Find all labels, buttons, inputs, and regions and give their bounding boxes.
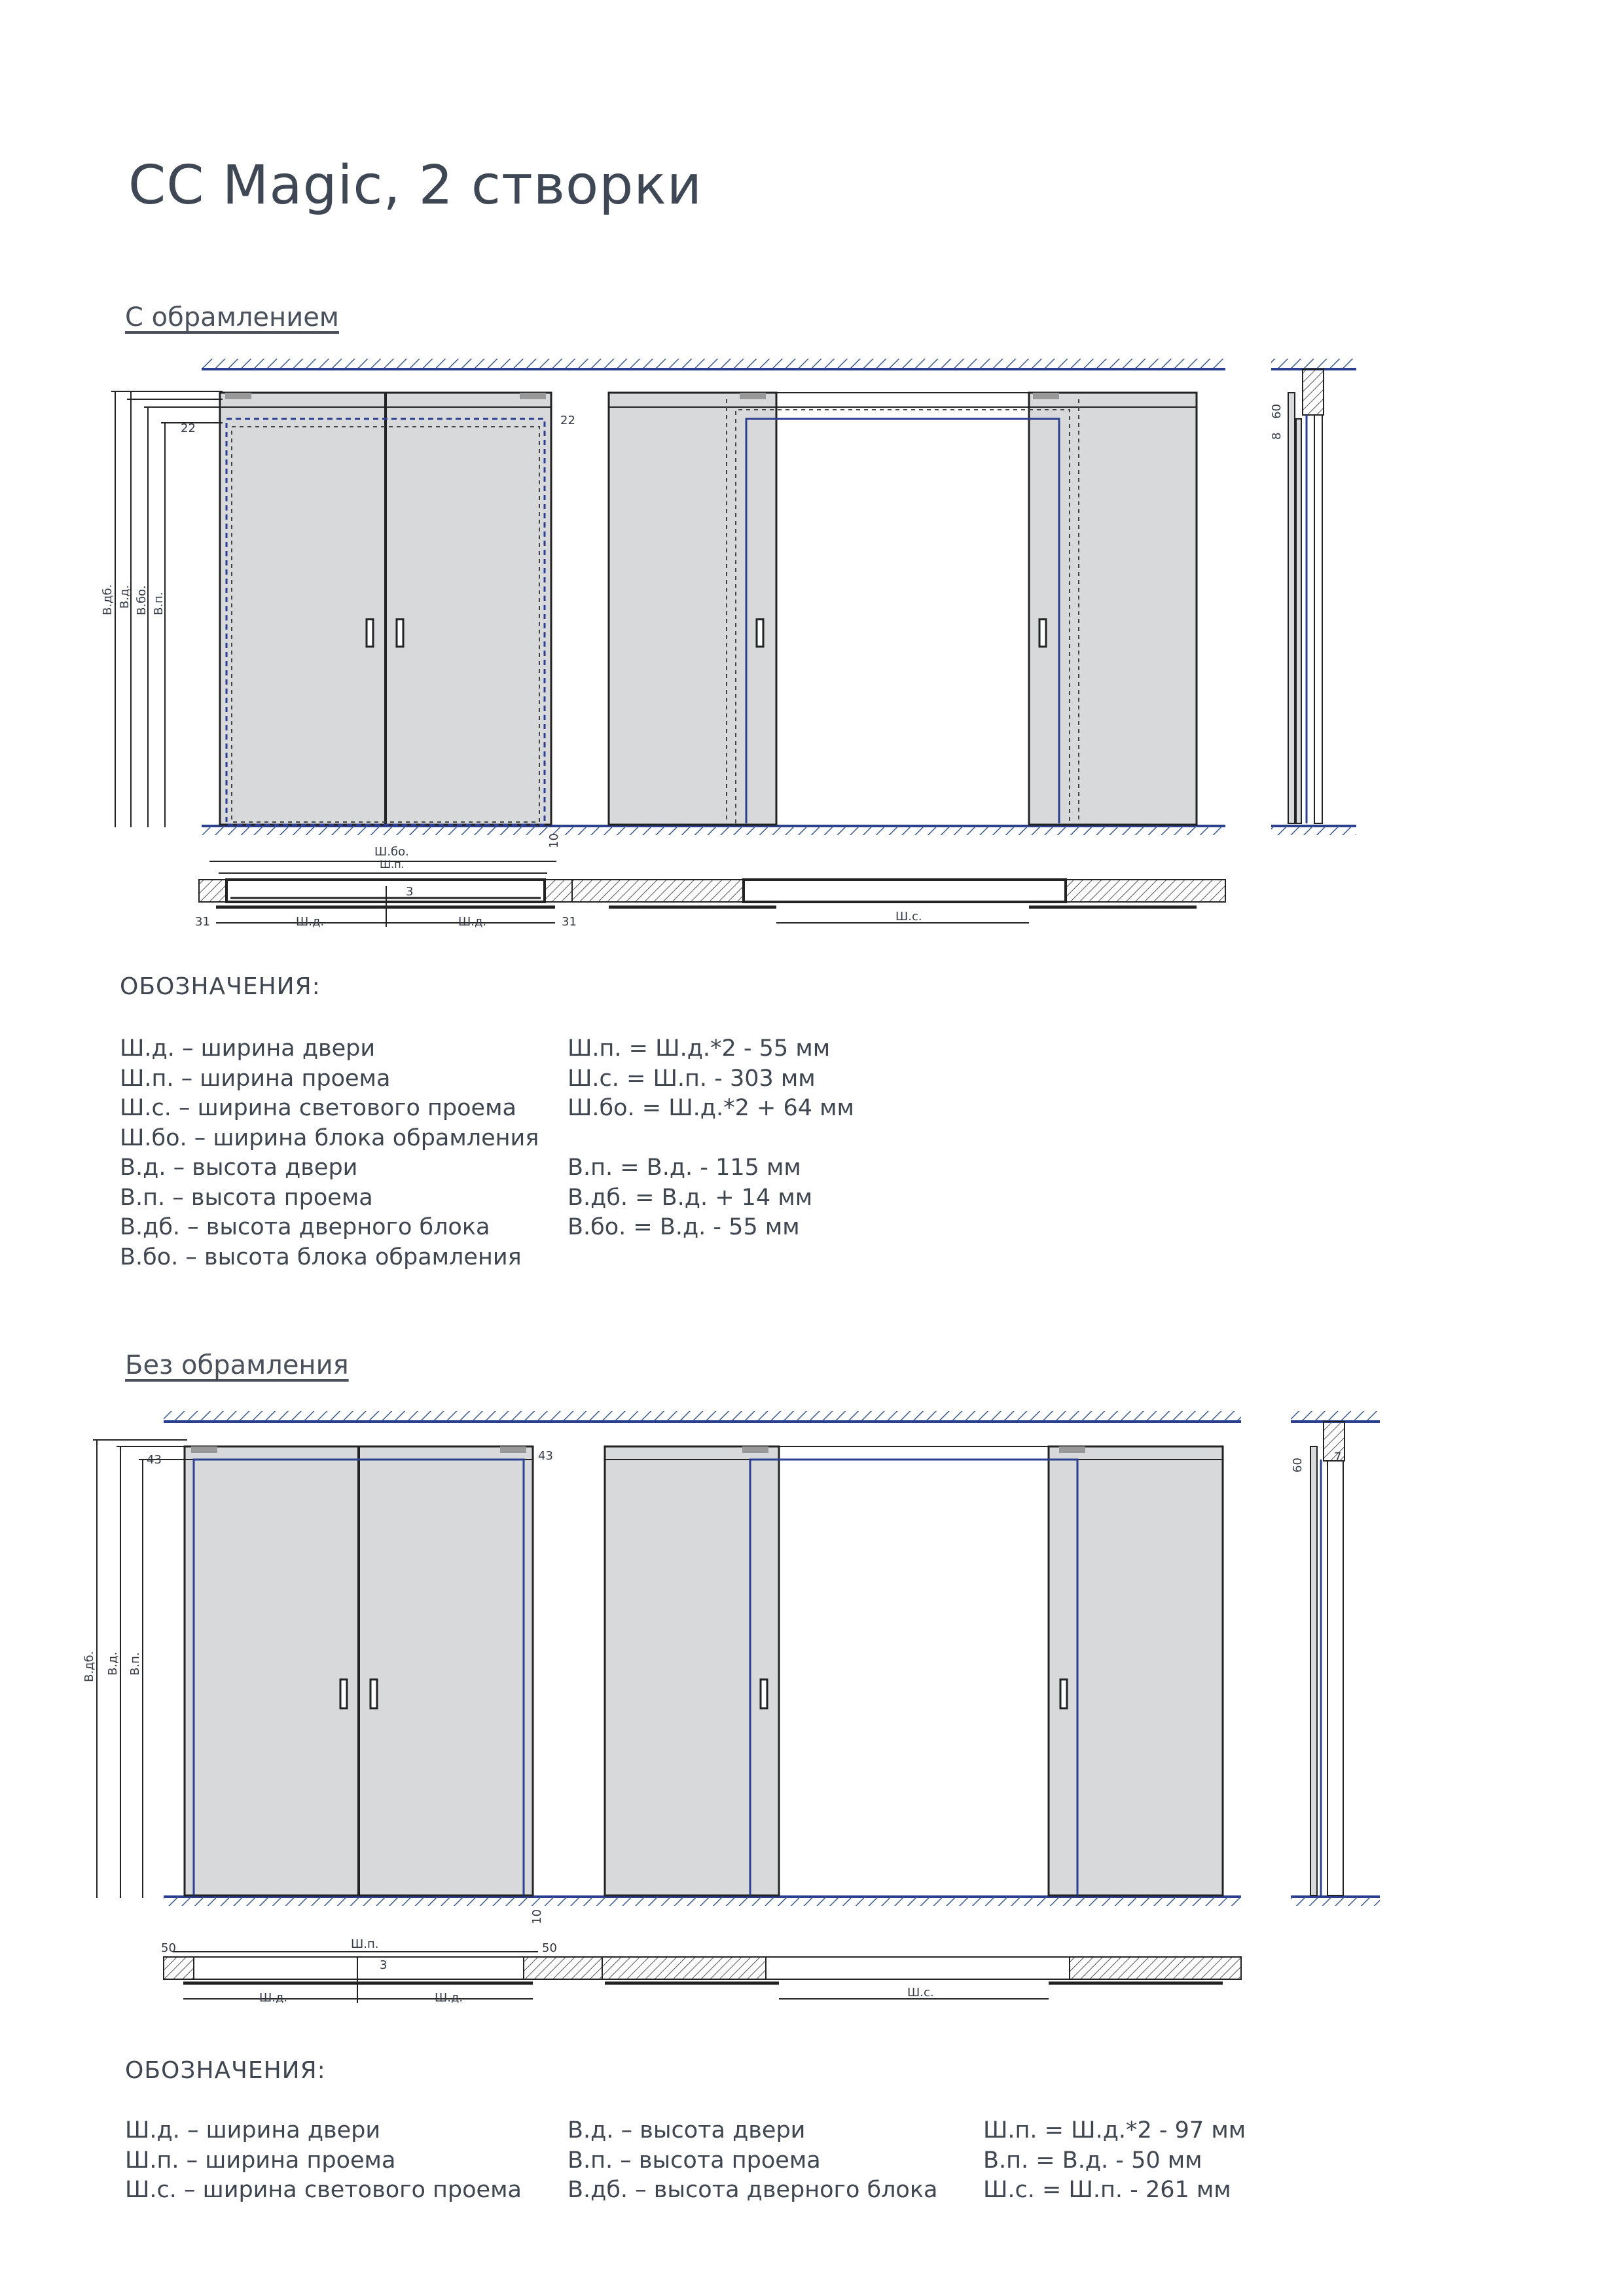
legend-formula: В.п. = В.д. - 50 мм <box>983 2147 1202 2174</box>
three-label-2: 3 <box>380 1958 388 1972</box>
sh-d-right-label-1: Ш.д. <box>458 915 487 929</box>
handle-icon <box>757 619 763 647</box>
legend-item: Ш.д. – ширина двери <box>120 1035 376 1062</box>
edge-right-label-1: 31 <box>562 915 577 929</box>
gap-right-label-2: 43 <box>538 1449 553 1463</box>
v-p-label-2: В.п. <box>128 1652 142 1676</box>
legend-item: Ш.бо. – ширина блока обрамления <box>120 1124 539 1151</box>
legend-formula: Ш.п. = Ш.д.*2 - 55 мм <box>568 1035 831 1062</box>
side-section <box>1310 1422 1344 1895</box>
closed-doors <box>220 393 551 825</box>
height-dimensions <box>111 391 223 827</box>
legend-1-definitions <box>120 1034 539 1272</box>
sh-s-label-2: Ш.с. <box>907 1986 934 2000</box>
v-p-label: В.п. <box>152 592 166 615</box>
unframed-drawing <box>0 1374 1624 2003</box>
framed-drawing <box>0 0 1624 982</box>
legend-item: В.дб. – высота дверного блока <box>568 2177 938 2203</box>
ceiling-line <box>202 359 1356 369</box>
plan-view-closed <box>199 861 572 927</box>
three-label-1: 3 <box>406 885 414 899</box>
bottom-gap-label: 10 <box>547 833 561 848</box>
legend-item: Ш.п. – ширина проема <box>125 2147 396 2174</box>
legend-item: Ш.п. – ширина проема <box>120 1065 391 1092</box>
side-7-label: 7 <box>1334 1450 1342 1464</box>
sh-d-right-label-2: Ш.д. <box>435 1991 463 2003</box>
handle-icon <box>761 1679 767 1708</box>
sh-p-label-2: Ш.п. <box>351 1937 379 1951</box>
section-heading-framed: С обрамлением <box>125 302 339 332</box>
legend-2-col3 <box>983 2116 1246 2206</box>
legend-item: В.д. – высота двери <box>568 2117 806 2144</box>
legend-item: В.дб. – высота дверного блока <box>120 1214 490 1240</box>
legend-formula: Ш.п. = Ш.д.*2 - 97 мм <box>983 2117 1246 2144</box>
gap-left-label-2: 43 <box>147 1453 162 1467</box>
v-d-label: В.д. <box>118 584 132 609</box>
side-8-label: 8 <box>1270 432 1284 440</box>
handle-icon <box>1039 619 1046 647</box>
floor-line <box>164 1897 1380 1906</box>
legend-formula: Ш.с. = Ш.п. - 303 мм <box>568 1065 816 1092</box>
side-60-label: 60 <box>1270 404 1284 419</box>
sh-bo-label: Ш.бо. <box>374 845 409 859</box>
closed-doors <box>185 1446 533 1895</box>
legend-2-col1 <box>125 2116 522 2206</box>
handle-icon <box>397 619 403 647</box>
floor-line <box>202 826 1356 835</box>
legend-item: В.п. – высота проема <box>568 2147 821 2174</box>
edge-left-label-1: 31 <box>195 915 210 929</box>
legend-heading-2: ОБОЗНАЧЕНИЯ: <box>125 2057 326 2084</box>
legend-formula <box>568 1124 854 1154</box>
side-section <box>1288 369 1324 823</box>
v-db-label-2: В.дб. <box>82 1651 96 1682</box>
legend-formula: Ш.бо. = Ш.д.*2 + 64 мм <box>568 1095 854 1121</box>
handle-icon <box>340 1679 347 1708</box>
v-d-label-2: В.д. <box>106 1651 120 1676</box>
gap-right-label: 22 <box>560 414 575 427</box>
legend-item: Ш.с. – ширина светового проема <box>125 2177 522 2203</box>
v-bo-label: В.бо. <box>135 585 149 615</box>
sh-p-label-1: Ш.п. <box>380 858 405 870</box>
legend-formula: В.п. = В.д. - 115 мм <box>568 1155 801 1181</box>
handle-icon <box>370 1679 377 1708</box>
legend-item: В.бо. – высота блока обрамления <box>120 1244 522 1270</box>
sh-s-label-1: Ш.с. <box>895 910 922 924</box>
side-60-label-2: 60 <box>1291 1458 1305 1473</box>
legend-item: Ш.д. – ширина двери <box>125 2117 381 2144</box>
open-doors <box>605 1446 1223 1895</box>
legend-formula: Ш.с. = Ш.п. - 261 мм <box>983 2177 1231 2203</box>
legend-formula: В.бо. = В.д. - 55 мм <box>568 1214 800 1240</box>
gap-left-label: 22 <box>181 422 196 435</box>
open-doors <box>609 393 1197 825</box>
legend-heading-1: ОБОЗНАЧЕНИЯ: <box>120 973 321 1000</box>
legend-2-col2 <box>568 2116 937 2206</box>
sh-d-left-label-1: Ш.д. <box>296 915 325 929</box>
legend-item: В.п. – высота проема <box>120 1184 373 1211</box>
v-db-label: В.дб. <box>101 584 115 615</box>
handle-icon <box>367 619 373 647</box>
handle-icon <box>1060 1679 1067 1708</box>
legend-item: В.д. – высота двери <box>120 1155 358 1181</box>
legend-1-formulas <box>568 1034 854 1243</box>
edge-right-label-2: 50 <box>542 1941 557 1955</box>
sh-d-left-label-2: Ш.д. <box>259 1991 288 2003</box>
section-heading-unframed: Без обрамления <box>125 1350 349 1380</box>
legend-item: Ш.с. – ширина светового проема <box>120 1095 516 1121</box>
page-title: СС Magic, 2 створки <box>128 154 703 217</box>
legend-formula: В.дб. = В.д. + 14 мм <box>568 1184 813 1211</box>
bottom-gap-label-2: 10 <box>530 1909 544 1924</box>
edge-left-label-2: 50 <box>161 1941 176 1955</box>
ceiling-line <box>164 1411 1380 1422</box>
